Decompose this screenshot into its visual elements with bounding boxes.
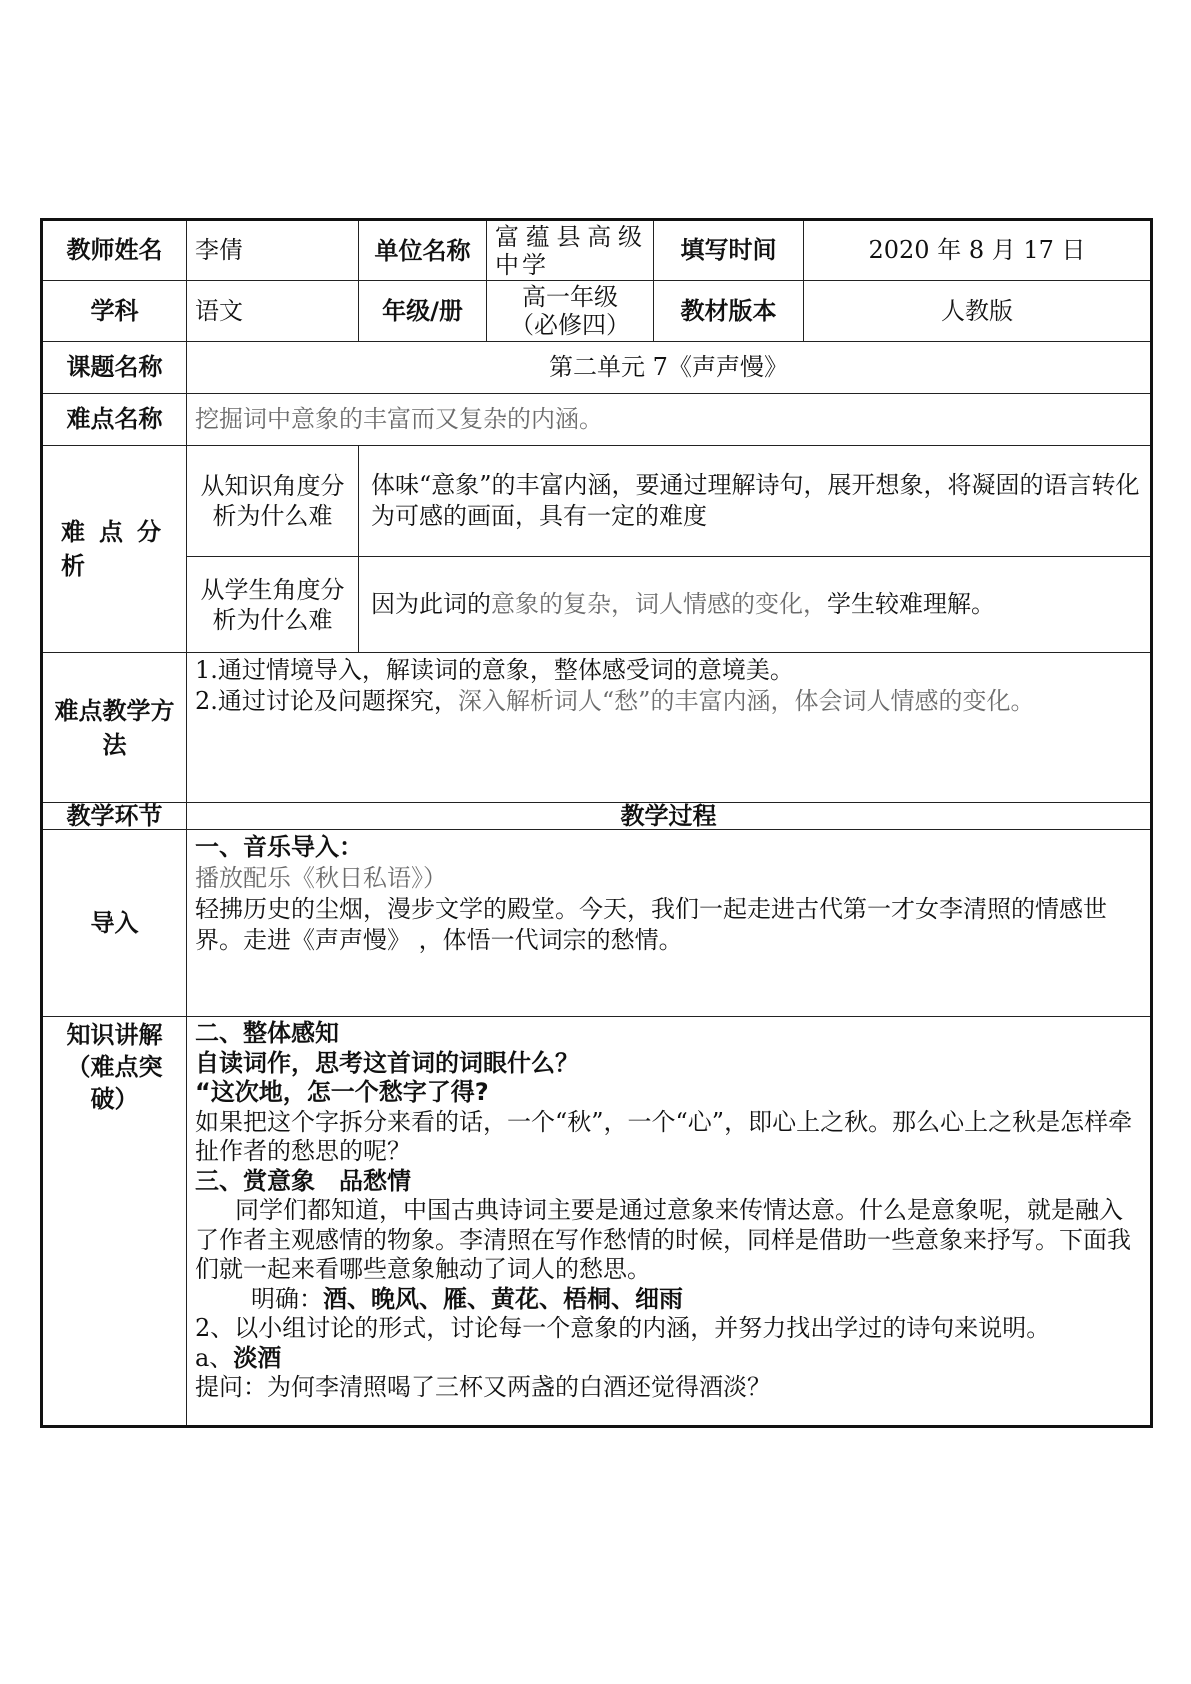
item-a bbox=[195, 1344, 1142, 1374]
clarify-label: 明确： bbox=[251, 1284, 323, 1313]
student-text-part-1: 因为此词的 bbox=[371, 590, 491, 618]
grade-value-line-2: （必修四） bbox=[510, 311, 630, 339]
edition-label: 教材版本 bbox=[654, 281, 804, 342]
analysis-student-row bbox=[42, 557, 1152, 653]
intro-heading: 一、音乐导入： bbox=[195, 833, 363, 861]
method-line-2-part-b: 深入解析词人“愁”的丰富内涵，体会词人情感的变化。 bbox=[457, 687, 1035, 715]
lecture-content bbox=[187, 1017, 1152, 1427]
question-1: 自读词作，思考这首词的词眼什么？ bbox=[195, 1048, 579, 1077]
fill-time-value: 2020 年 8 月 17 日 bbox=[804, 220, 1152, 281]
method-label: 难点教学方法 bbox=[42, 653, 187, 803]
analysis-knowledge-row bbox=[42, 446, 1152, 557]
lesson-plan-sheet bbox=[40, 218, 1150, 1428]
intro-content bbox=[187, 830, 1152, 1017]
question-3: 提问：为何李清照喝了三杯又两盏的白酒还觉得酒淡？ bbox=[195, 1373, 771, 1401]
topic-value: 第二单元 7《声声慢》 bbox=[187, 342, 1152, 394]
paragraph-2: 同学们都知道，中国古典诗词主要是通过意象来传情达意。什么是意象呢，就是融入了作者主观感情的物象。李清照在写作愁情的时候，同样是借助一些意象来抒写。下面我们就一起来看哪些意象触动了词人的愁思。 bbox=[195, 1196, 1131, 1283]
edition-value: 人教版 bbox=[804, 281, 1152, 342]
item-a-prefix: a、 bbox=[195, 1343, 234, 1372]
subject-value: 语文 bbox=[187, 281, 359, 342]
topic-label: 课题名称 bbox=[42, 342, 187, 394]
student-angle-text bbox=[359, 557, 1152, 653]
lecture-label: 知识讲解（难点突破） bbox=[42, 1017, 187, 1427]
teaching-step-header: 教学环节 bbox=[42, 803, 187, 830]
teaching-process-header: 教学过程 bbox=[187, 803, 1152, 830]
fill-time-label: 填写时间 bbox=[654, 220, 804, 281]
section-2-heading: 二、整体感知 bbox=[195, 1019, 339, 1047]
knowledge-angle-label: 从知识角度分析为什么难 bbox=[187, 446, 359, 557]
item-a-title: 淡酒 bbox=[233, 1343, 282, 1372]
student-text-part-2: 意象的复杂，词人情感的变化， bbox=[491, 590, 827, 618]
analysis-label: 难点分析 bbox=[42, 446, 187, 653]
student-text-part-3: 学生较难理解。 bbox=[827, 590, 995, 618]
teacher-name-value: 李倩 bbox=[187, 220, 359, 281]
lecture-row bbox=[42, 1017, 1152, 1427]
difficulty-label: 难点名称 bbox=[42, 394, 187, 446]
intro-music: 播放配乐《秋日私语》） bbox=[195, 864, 447, 892]
process-header-row bbox=[42, 803, 1152, 830]
difficulty-row bbox=[42, 394, 1152, 446]
knowledge-angle-text: 体味“意象”的丰富内涵，要通过理解诗句，展开想象，将凝固的语言转化为可感的画面，具有一定的难度 bbox=[359, 446, 1152, 557]
question-2: “这次地，怎一个愁字了得? bbox=[195, 1078, 489, 1106]
header-row-2 bbox=[42, 281, 1152, 342]
method-row bbox=[42, 653, 1152, 803]
topic-row bbox=[42, 342, 1152, 394]
method-text bbox=[187, 653, 1152, 803]
paragraph-1: 如果把这个字拆分来看的话，一个“秋”，一个“心”，即心上之秋。那么心上之秋是怎样牵扯作者的愁思的呢？ bbox=[195, 1107, 1133, 1165]
unit-name-value: 富蕴县高级中学 bbox=[487, 220, 654, 281]
lesson-plan-table bbox=[40, 218, 1153, 1428]
method-line-2-part-a: 2.通过讨论及问题探究， bbox=[195, 687, 458, 715]
method-line-1: 1.通过情境导入，解读词的意象，整体感受词的意境美。 bbox=[195, 656, 794, 684]
grade-label: 年级/册 bbox=[359, 281, 487, 342]
subject-label: 学科 bbox=[42, 281, 187, 342]
paragraph-3: 2、以小组讨论的形式，讨论每一个意象的内涵，并努力找出学过的诗句来说明。 bbox=[195, 1314, 1051, 1342]
clarify-items: 酒、晚风、雁、黄花、梧桐、细雨 bbox=[323, 1284, 683, 1313]
section-3-heading: 三、赏意象 品愁情 bbox=[195, 1166, 411, 1195]
intro-row bbox=[42, 830, 1152, 1017]
intro-text: 轻拂历史的尘烟，漫步文学的殿堂。今天，我们一起走进古代第一才女李清照的情感世界。走进《声声慢》 ，体悟一代词宗的愁情。 bbox=[195, 895, 1107, 954]
difficulty-value: 挖掘词中意象的丰富而又复杂的内涵。 bbox=[187, 394, 1152, 446]
grade-value bbox=[487, 281, 654, 342]
intro-label: 导入 bbox=[42, 830, 187, 1017]
unit-name-label: 单位名称 bbox=[359, 220, 487, 281]
teacher-name-label: 教师姓名 bbox=[42, 220, 187, 281]
student-angle-label: 从学生角度分析为什么难 bbox=[187, 557, 359, 653]
header-row-1 bbox=[42, 220, 1152, 281]
grade-value-line-1: 高一年级 bbox=[522, 283, 618, 311]
method-line-2 bbox=[195, 686, 1142, 717]
clarify-line bbox=[195, 1285, 1142, 1315]
